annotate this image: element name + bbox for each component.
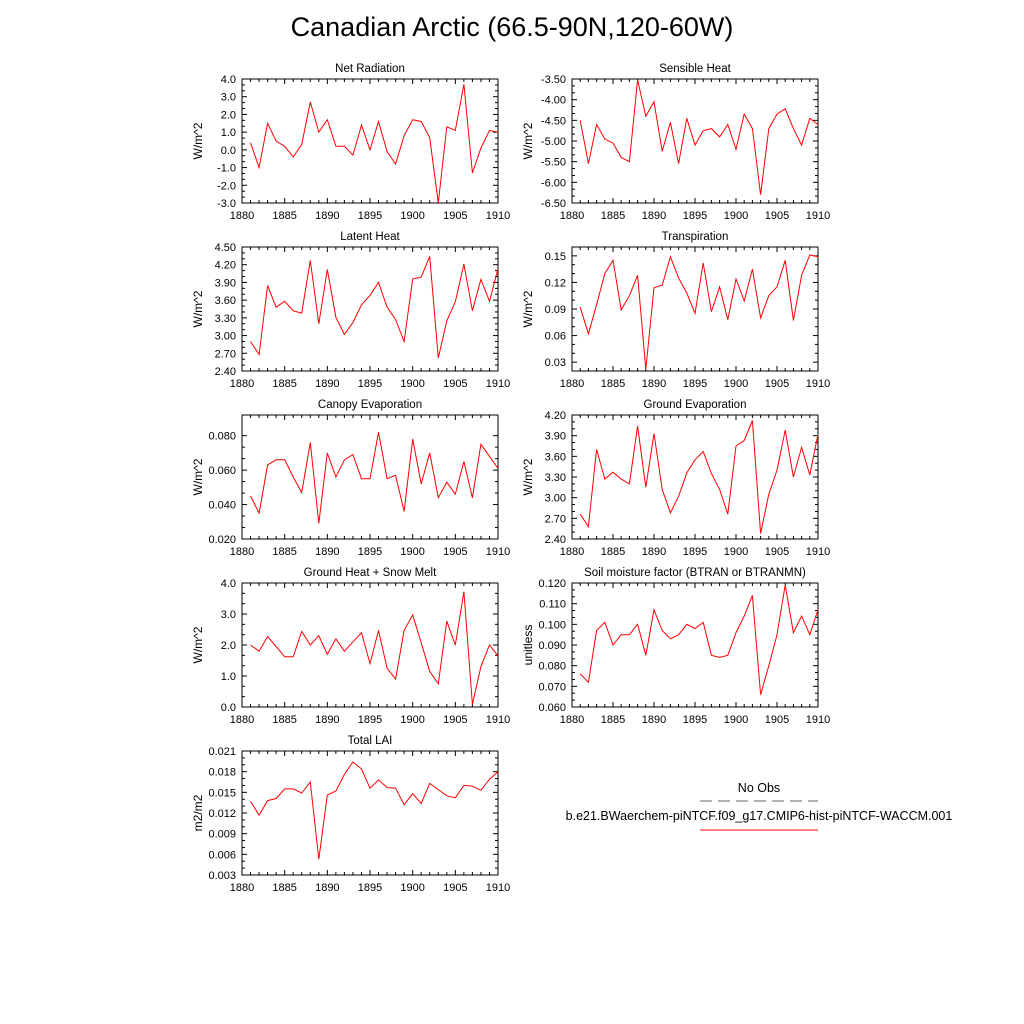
x-tick-label: 1880 xyxy=(559,210,585,222)
y-tick-label: 2.0 xyxy=(220,640,236,652)
y-tick-label: 0.110 xyxy=(539,598,566,611)
y-axis-label: W/m^2 xyxy=(521,290,535,328)
x-tick-label: 1900 xyxy=(723,714,749,726)
x-tick-label: 1905 xyxy=(764,714,790,726)
y-tick-label: 1.0 xyxy=(220,127,236,140)
y-tick-label: 0.12 xyxy=(544,277,566,290)
x-tick-label: 1885 xyxy=(272,546,297,558)
x-tick-label: 1905 xyxy=(764,210,790,222)
y-axis-label: W/m^2 xyxy=(191,626,205,664)
x-tick-label: 1895 xyxy=(357,882,383,894)
x-tick-label: 1880 xyxy=(229,714,255,726)
y-tick-label: 0.0 xyxy=(220,702,236,714)
x-tick-label: 1890 xyxy=(315,210,340,222)
x-tick-label: 1910 xyxy=(485,882,511,894)
series-line xyxy=(251,762,499,859)
y-tick-label: 4.20 xyxy=(544,410,566,422)
panel-5 xyxy=(521,399,830,558)
y-tick-label: 2.40 xyxy=(214,366,236,378)
y-tick-label: 0.021 xyxy=(208,746,236,758)
series-line xyxy=(580,421,818,534)
y-tick-label: -3.50 xyxy=(540,74,566,86)
y-tick-label: 3.0 xyxy=(220,91,236,104)
x-tick-label: 1900 xyxy=(400,546,425,558)
y-axis-label: W/m^2 xyxy=(191,290,205,328)
panel-title: Transpiration xyxy=(661,231,729,243)
y-axis-label: m2/m2 xyxy=(191,794,205,832)
x-tick-label: 1895 xyxy=(357,378,383,390)
x-tick-label: 1890 xyxy=(315,714,340,726)
y-tick-label: 0.009 xyxy=(208,828,236,841)
x-tick-label: 1885 xyxy=(272,378,297,390)
y-tick-label: -4.50 xyxy=(540,115,566,128)
y-tick-label: 3.30 xyxy=(214,312,236,325)
panel-title: Total LAI xyxy=(347,735,393,747)
y-tick-label: -6.00 xyxy=(540,177,566,190)
series-line xyxy=(251,84,499,203)
y-tick-label: 1.0 xyxy=(220,671,236,683)
x-tick-label: 1905 xyxy=(443,210,468,222)
x-tick-label: 1885 xyxy=(272,210,297,222)
y-tick-label: 0.15 xyxy=(544,250,566,263)
x-tick-label: 1910 xyxy=(805,714,831,726)
y-tick-label: 0.100 xyxy=(538,619,566,632)
y-tick-label: 4.20 xyxy=(214,259,236,272)
panel-6 xyxy=(191,567,510,726)
x-tick-label: 1910 xyxy=(485,378,511,390)
y-tick-label: 3.60 xyxy=(544,451,566,464)
x-tick-label: 1905 xyxy=(443,378,468,390)
y-tick-label: 2.40 xyxy=(544,534,566,546)
y-tick-label: -2.0 xyxy=(217,180,236,193)
panel-3 xyxy=(521,231,830,390)
y-tick-label: 2.70 xyxy=(214,348,236,361)
series-line xyxy=(580,585,818,695)
x-tick-label: 1905 xyxy=(764,378,790,390)
panel-8 xyxy=(191,735,510,894)
y-tick-label: -4.00 xyxy=(540,94,566,107)
y-tick-label: 4.0 xyxy=(220,578,236,590)
y-tick-label: 0.040 xyxy=(208,499,236,512)
x-tick-label: 1895 xyxy=(682,714,708,726)
y-tick-label: 3.30 xyxy=(544,472,566,484)
y-tick-label: -1.0 xyxy=(217,162,236,175)
x-tick-label: 1885 xyxy=(272,882,297,894)
panel-1 xyxy=(521,63,830,222)
y-tick-label: 3.90 xyxy=(214,277,236,290)
x-tick-label: 1910 xyxy=(485,714,511,726)
x-tick-label: 1880 xyxy=(559,378,585,390)
x-tick-label: 1880 xyxy=(229,882,255,894)
plot-frame xyxy=(572,247,818,371)
x-tick-label: 1895 xyxy=(682,546,708,558)
x-tick-label: 1885 xyxy=(600,546,626,558)
x-tick-label: 1910 xyxy=(485,546,511,558)
y-tick-label: 0.09 xyxy=(544,304,566,316)
x-tick-label: 1900 xyxy=(723,378,749,390)
y-tick-label: 4.0 xyxy=(220,74,236,86)
y-tick-label: 0.012 xyxy=(208,808,236,820)
x-tick-label: 1890 xyxy=(641,546,667,558)
y-tick-label: 3.60 xyxy=(214,295,236,308)
series-line xyxy=(251,256,499,358)
legend-case-label: b.e21.BWaerchem-piNTCF.f09_g17.CMIP6-hist-piNTCF-WACCM.001 xyxy=(565,809,953,823)
y-tick-label: 0.06 xyxy=(544,330,566,343)
x-tick-label: 1890 xyxy=(641,210,667,222)
series-line xyxy=(580,80,818,195)
x-tick-label: 1910 xyxy=(485,210,511,222)
plot-frame xyxy=(242,583,498,707)
y-tick-label: 4.50 xyxy=(214,242,236,254)
panel-title: Sensible Heat xyxy=(659,63,731,75)
x-tick-label: 1890 xyxy=(315,882,340,894)
y-tick-label: -3.0 xyxy=(217,198,236,210)
panel-0 xyxy=(191,63,510,222)
x-tick-label: 1890 xyxy=(315,378,340,390)
panel-4 xyxy=(191,399,510,558)
x-tick-label: 1885 xyxy=(600,378,626,390)
y-tick-label: 0.070 xyxy=(538,681,566,694)
x-tick-label: 1885 xyxy=(272,714,297,726)
y-tick-label: 3.00 xyxy=(544,492,566,505)
y-tick-label: 0.020 xyxy=(208,534,236,546)
y-tick-label: 0.120 xyxy=(538,578,566,590)
x-tick-label: 1900 xyxy=(723,546,749,558)
plot-frame xyxy=(242,79,498,203)
x-tick-label: 1900 xyxy=(400,378,425,390)
panel-7 xyxy=(521,567,830,726)
x-tick-label: 1910 xyxy=(805,210,831,222)
x-tick-label: 1895 xyxy=(682,210,708,222)
y-tick-label: 3.0 xyxy=(220,609,236,621)
y-tick-label: 0.080 xyxy=(538,660,566,673)
y-tick-label: 2.70 xyxy=(544,513,566,526)
y-axis-label: W/m^2 xyxy=(191,458,205,496)
x-tick-label: 1885 xyxy=(600,714,626,726)
y-tick-label: 0.03 xyxy=(544,357,566,370)
y-axis-label: W/m^2 xyxy=(191,122,205,160)
y-tick-label: 0.018 xyxy=(208,766,236,779)
y-axis-label: W/m^2 xyxy=(521,122,535,160)
y-tick-label: -5.50 xyxy=(540,156,566,169)
y-axis-label: unitless xyxy=(521,624,535,666)
x-tick-label: 1910 xyxy=(805,378,831,390)
panel-title: Soil moisture factor (BTRAN or BTRANMN) xyxy=(584,567,806,579)
plot-frame xyxy=(572,583,818,707)
x-tick-label: 1890 xyxy=(315,546,340,558)
series-line xyxy=(580,255,818,369)
x-tick-label: 1905 xyxy=(764,546,790,558)
x-tick-label: 1880 xyxy=(229,378,255,390)
panel-title: Ground Evaporation xyxy=(643,399,747,411)
y-tick-label: 0.090 xyxy=(538,640,566,652)
y-tick-label: -5.00 xyxy=(540,136,566,148)
x-tick-label: 1885 xyxy=(600,210,626,222)
x-tick-label: 1880 xyxy=(229,546,255,558)
panel-title: Net Radiation xyxy=(335,63,405,75)
y-tick-label: 0.060 xyxy=(538,702,566,714)
y-tick-label: -6.50 xyxy=(540,198,566,210)
x-tick-label: 1905 xyxy=(443,882,468,894)
x-tick-label: 1880 xyxy=(559,546,585,558)
x-tick-label: 1910 xyxy=(805,546,831,558)
x-tick-label: 1880 xyxy=(559,714,585,726)
series-line xyxy=(251,432,499,523)
y-tick-label: 3.90 xyxy=(544,430,566,443)
y-tick-label: 0.080 xyxy=(208,430,236,443)
x-tick-label: 1895 xyxy=(682,378,708,390)
legend-obs-label: No Obs xyxy=(737,781,781,795)
series-line xyxy=(251,592,499,705)
x-tick-label: 1900 xyxy=(723,210,749,222)
panel-title: Canopy Evaporation xyxy=(317,399,423,411)
x-tick-label: 1905 xyxy=(443,714,468,726)
y-tick-label: 2.0 xyxy=(220,109,236,122)
panel-2 xyxy=(191,231,510,390)
x-tick-label: 1890 xyxy=(641,378,667,390)
panel-title: Ground Heat + Snow Melt xyxy=(303,567,437,579)
y-tick-label: 0.006 xyxy=(208,849,236,862)
plot-frame xyxy=(572,415,818,539)
x-tick-label: 1895 xyxy=(357,546,383,558)
y-tick-label: 0.003 xyxy=(208,870,236,882)
x-tick-label: 1895 xyxy=(357,714,383,726)
x-tick-label: 1900 xyxy=(400,714,425,726)
x-tick-label: 1880 xyxy=(229,210,255,222)
x-tick-label: 1900 xyxy=(400,210,425,222)
page-title: Canadian Arctic (66.5-90N,120-60W) xyxy=(290,12,734,42)
panel-title: Latent Heat xyxy=(340,231,400,243)
plot-frame xyxy=(242,247,498,371)
y-tick-label: 3.00 xyxy=(214,330,236,343)
x-tick-label: 1895 xyxy=(357,210,383,222)
plot-frame xyxy=(242,751,498,875)
y-tick-label: 0.015 xyxy=(208,787,236,800)
y-tick-label: 0.060 xyxy=(208,465,236,478)
y-tick-label: 0.0 xyxy=(220,144,236,157)
x-tick-label: 1905 xyxy=(443,546,468,558)
x-tick-label: 1900 xyxy=(400,882,425,894)
x-tick-label: 1890 xyxy=(641,714,667,726)
y-axis-label: W/m^2 xyxy=(521,458,535,496)
